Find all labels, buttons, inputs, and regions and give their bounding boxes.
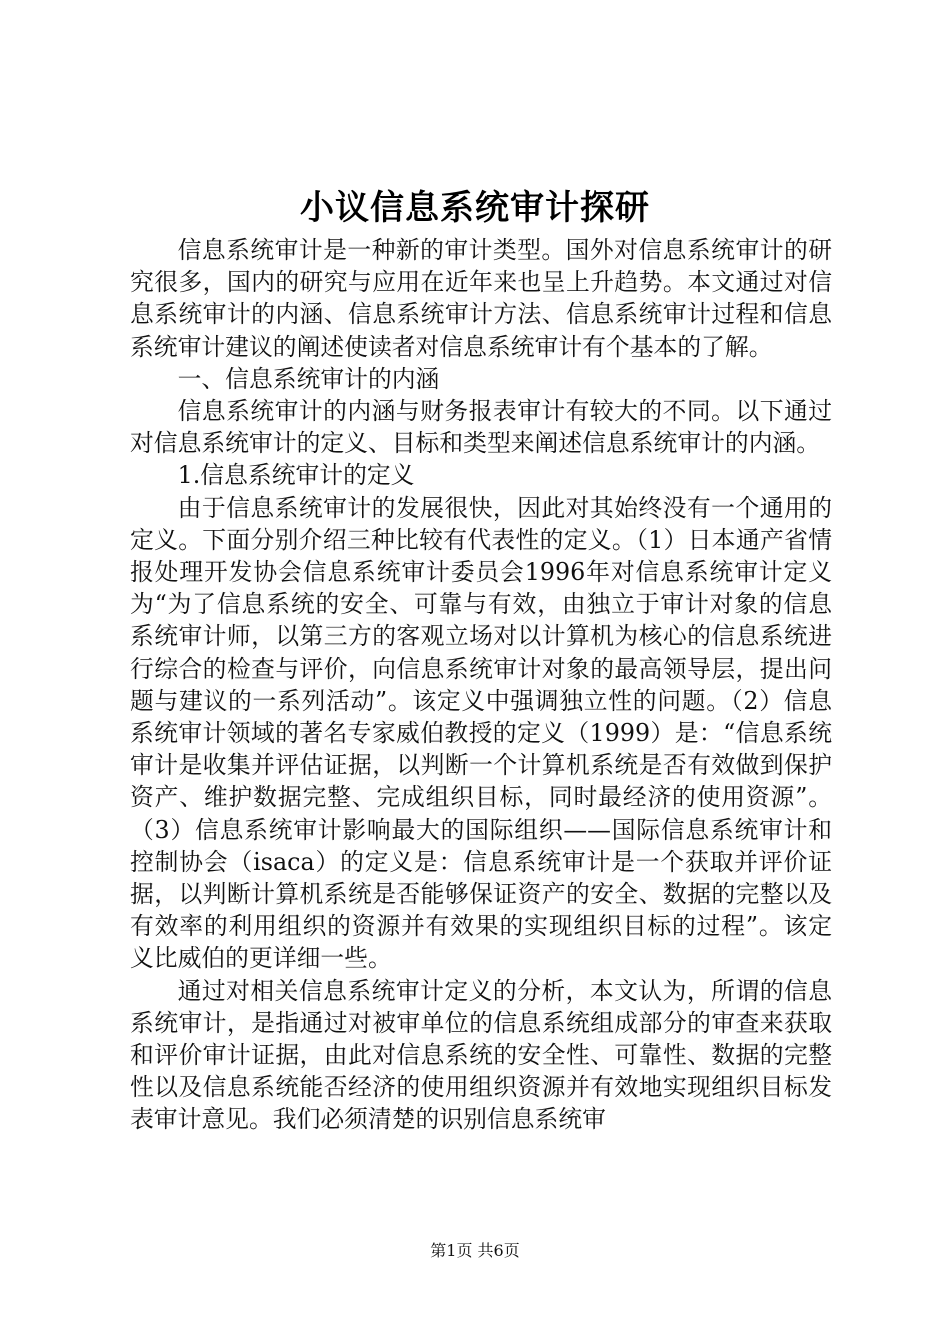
paragraph-intro: 信息系统审计是一种新的审计类型。国外对信息系统审计的研究很多，国内的研究与应用在近年来也呈上升趋势。本文通过对信息系统审计的内涵、信息系统审计方法、信息系统审计过程和信息系统审计建议的阐述使读者对信息系统审计有个基本的了解。: [130, 236, 832, 361]
subsection-heading-1: 1.信息系统审计的定义: [177, 461, 415, 490]
paragraph-definitions: 由于信息系统审计的发展很快，因此对其始终没有一个通用的定义。下面分别介绍三种比较有代表性的定义。（1）日本通产省情报处理开发协会信息系统审计委员会1996年对信息系统审计定义为“为了信息系统的安全、可靠与有效，由独立于审计对象的信息系统审计师，以第三方的客观立场对以计算机为核心的信息系统进行综合的检查与评价，向信息系统审计对象的最高领导层，提出问题与建议的一系列活动”。该定义中强调独立性的问题。（2）信息系统审计领域的著名专家威伯教授的定义（1999）是：“信息系统审计是收集并评估证据，以判断一个计算机系统是否有效做到保护资产、维护数据完整、完成组织目标，同时最经济的使用资源”。（3）信息系统审计影响最大的国际组织——国际信息系统审计和控制协会（isaca）的定义是：信息系统审计是一个获取并评价证据，以判断计算机系统是否能够保证资产的安全、数据的完整以及有效率的利用组织的资源并有效果的实现组织目标的过程”。该定义比威伯的更详细一些。: [130, 493, 832, 973]
page-title: 小议信息系统审计探研: [300, 188, 650, 228]
page-number: 第1页 共6页: [430, 1241, 520, 1260]
section-heading-1: 一、信息系统审计的内涵: [177, 364, 440, 393]
paragraph-section-intro: 信息系统审计的内涵与财务报表审计有较大的不同。以下通过对信息系统审计的定义、目标和类型来阐述信息系统审计的内涵。: [130, 397, 832, 458]
document-body: [130, 234, 832, 1136]
paragraph-analysis: 通过对相关信息系统审计定义的分析，本文认为，所谓的信息系统审计，是指通过对被审单位的信息系统组成部分的审查来获取和评价审计证据，由此对信息系统的安全性、可靠性、数据的完整性以及信息系统能否经济的使用组织资源并有效地实现组织目标发表审计意见。我们必须清楚的识别信息系统审: [130, 976, 832, 1134]
